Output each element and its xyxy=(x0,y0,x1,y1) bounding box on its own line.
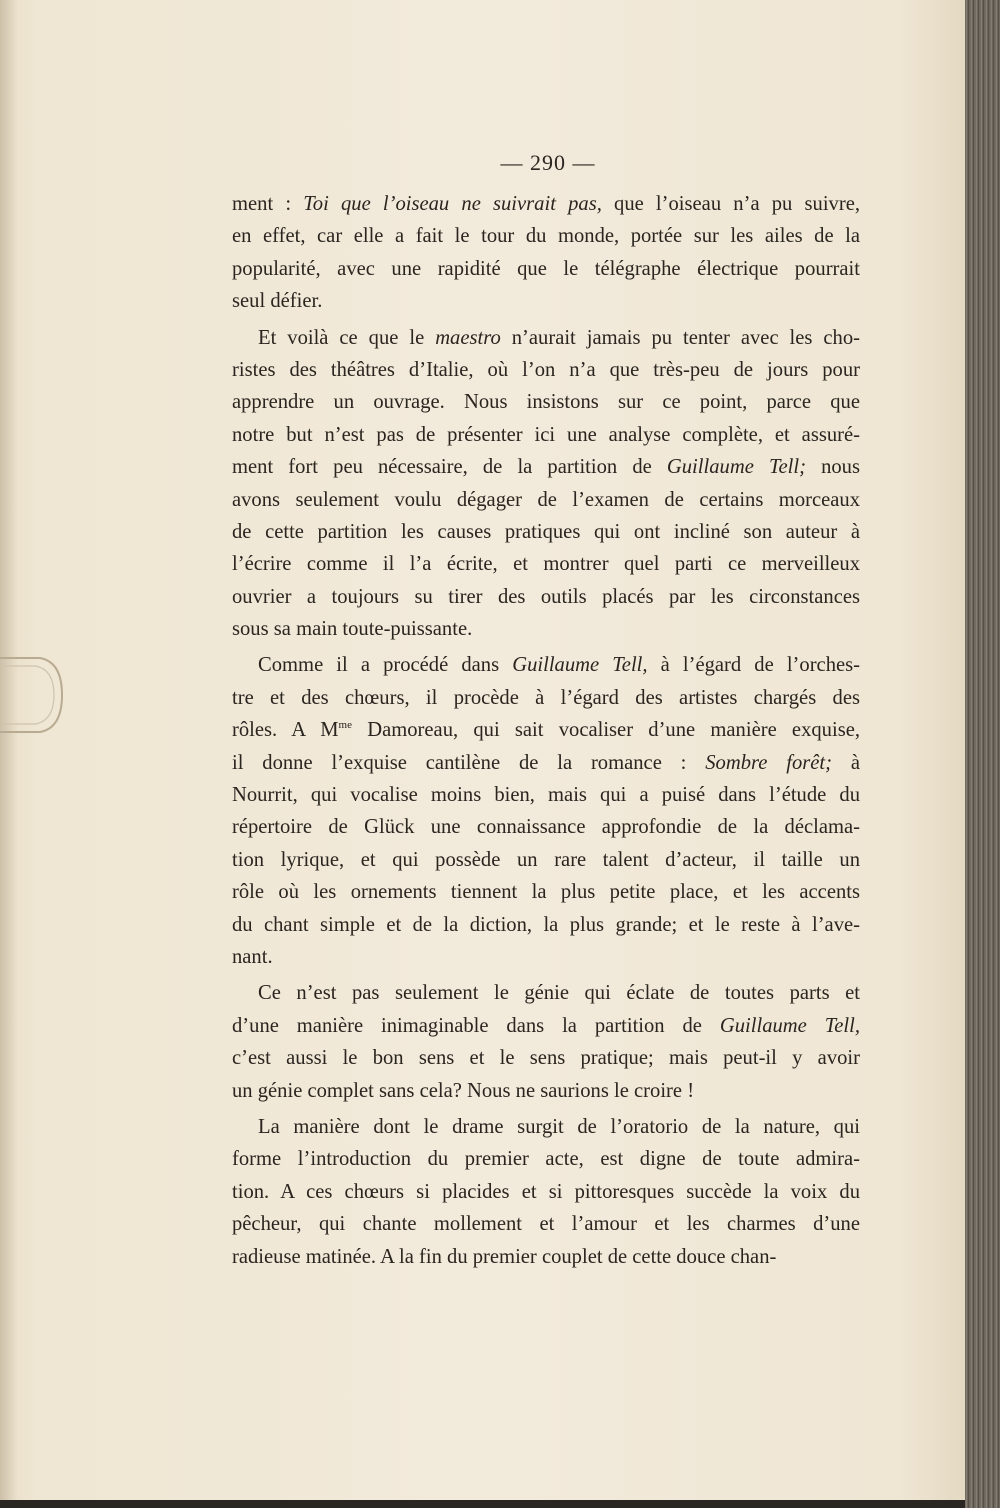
text-segment: à l’égard de l’orches- xyxy=(647,654,861,677)
text-segment: Sombre forêt; xyxy=(705,751,832,774)
paper-clip-mark xyxy=(0,640,70,750)
text-line xyxy=(232,451,860,483)
text-segment: répertoire de Glück une connaissance approfondie de la déclama- xyxy=(232,816,860,839)
text-line xyxy=(232,909,860,941)
paragraph xyxy=(232,322,860,646)
text-segment: Toi que l’oiseau ne suivrait pas, xyxy=(303,193,602,215)
text-segment: maestro xyxy=(435,326,501,349)
text-segment: nant. xyxy=(232,945,273,968)
text-line xyxy=(232,779,860,811)
text-segment: tion lyrique, et qui possède un rare talent d’acteur, il taille un xyxy=(232,848,860,871)
page-number: — 290 — xyxy=(500,150,596,175)
text-line xyxy=(232,516,860,548)
text-line xyxy=(232,322,860,354)
text-line xyxy=(232,386,860,418)
text-segment: ristes des théâtres d’Italie, où l’on n’a que très-peu de jours pour xyxy=(232,358,860,381)
paragraph xyxy=(232,188,860,318)
text-line xyxy=(232,220,860,252)
text-segment: Ce n’est pas seulement le génie qui éclate de toutes parts et xyxy=(258,982,860,1005)
text-segment: popularité, avec une rapidité que le télégraphe électrique pourrait xyxy=(232,257,860,280)
text-line xyxy=(232,1143,860,1175)
text-segment: rôle où les ornements tiennent la plus petite place, et les accents xyxy=(232,881,860,904)
paragraph xyxy=(232,1111,860,1273)
text-segment: à xyxy=(832,751,860,774)
text-segment: apprendre un ouvrage. Nous insistons sur ce point, parce que xyxy=(232,391,860,414)
text-segment: Guillaume Tell, xyxy=(512,654,648,677)
text-segment: radieuse matinée. A la fin du premier couplet de cette douce chan- xyxy=(232,1245,777,1268)
text-segment: seul défier. xyxy=(232,290,323,313)
text-line xyxy=(232,1042,860,1074)
text-segment: n’aurait jamais pu tenter avec les cho- xyxy=(500,326,860,349)
book-edge xyxy=(965,0,1000,1508)
text-segment: forme l’introduction du premier acte, est digne de toute admira- xyxy=(232,1148,860,1171)
paragraph xyxy=(232,977,860,1107)
text-segment: ouvrier a toujours su tirer des outils placés par les circonstances xyxy=(232,585,860,608)
text-segment: de cette partition les causes pratiques qui ont incliné son auteur à xyxy=(232,520,860,543)
text-line xyxy=(232,285,860,317)
text-line xyxy=(232,1241,860,1273)
text-segment: d’une manière inimaginable dans la partition de xyxy=(232,1014,720,1037)
text-line xyxy=(232,613,860,645)
text-segment: en effet, car elle a fait le tour du monde, portée sur les ailes de la xyxy=(232,225,860,248)
text-line xyxy=(232,649,860,681)
text-segment: notre but n’est pas de présenter ici une analyse complète, et assuré- xyxy=(232,423,860,446)
text-line xyxy=(232,714,860,746)
text-segment: tre et des chœurs, il procède à l’égard des artistes chargés des xyxy=(232,686,860,709)
binding-shadow xyxy=(0,0,18,1500)
text-line xyxy=(232,1010,860,1042)
text-line xyxy=(232,548,860,580)
text-line xyxy=(232,876,860,908)
text-segment: sous sa main toute-puissante. xyxy=(232,618,473,641)
paragraph xyxy=(232,649,860,973)
text-segment: Comme il a procédé dans xyxy=(258,654,513,677)
text-segment: ment fort peu nécessaire, de la partition de xyxy=(232,456,667,479)
text-segment: l’écrire comme il l’a écrite, et montrer quel parti ce merveilleux xyxy=(232,553,860,576)
text-line xyxy=(232,941,860,973)
text-line xyxy=(232,1176,860,1208)
text-segment: Guillaume Tell; xyxy=(666,456,806,479)
body-text xyxy=(232,188,860,1273)
text-segment: pêcheur, qui chante mollement et l’amour et les charmes d’une xyxy=(232,1213,860,1236)
text-line xyxy=(232,484,860,516)
text-segment: Nourrit, qui vocalise moins bien, mais qui a puisé dans l’étude du xyxy=(232,784,860,807)
text-line xyxy=(232,977,860,1009)
text-line xyxy=(232,1208,860,1240)
text-line xyxy=(232,747,860,779)
text-line xyxy=(232,682,860,714)
text-segment: un génie complet sans cela? Nous ne saurions le croire ! xyxy=(232,1079,695,1102)
text-segment: nous xyxy=(805,456,860,479)
text-segment: Guillaume Tell, xyxy=(719,1014,860,1037)
text-line xyxy=(232,844,860,876)
text-segment: avons seulement voulu dégager de l’examen de certains morceaux xyxy=(232,488,860,511)
text-line xyxy=(232,188,860,220)
text-segment: que l’oiseau n’a pu suivre, xyxy=(601,193,860,215)
text-line xyxy=(232,1075,860,1107)
text-segment: du chant simple et de la diction, la plus grande; et le reste à l’ave- xyxy=(232,913,860,936)
text-segment: tion. A ces chœurs si placides et si pittoresques succède la voix du xyxy=(232,1180,860,1203)
text-segment: c’est aussi le bon sens et le sens pratique; mais peut-il y avoir xyxy=(232,1047,860,1070)
text-line xyxy=(232,419,860,451)
text-line xyxy=(232,581,860,613)
text-line xyxy=(232,354,860,386)
text-segment: Damoreau, qui sait vocaliser d’une manière exquise, xyxy=(352,719,860,742)
text-segment: me xyxy=(338,719,352,732)
text-segment: il donne l’exquise cantilène de la romance : xyxy=(232,751,706,774)
text-line xyxy=(232,811,860,843)
text-segment: La manière dont le drame surgit de l’oratorio de la nature, qui xyxy=(258,1115,860,1138)
text-segment: Et voilà ce que le xyxy=(258,326,436,349)
text-line xyxy=(232,1111,860,1143)
text-segment: rôles. A M xyxy=(232,719,339,742)
text-segment: ment : xyxy=(232,193,304,215)
text-line xyxy=(232,253,860,285)
